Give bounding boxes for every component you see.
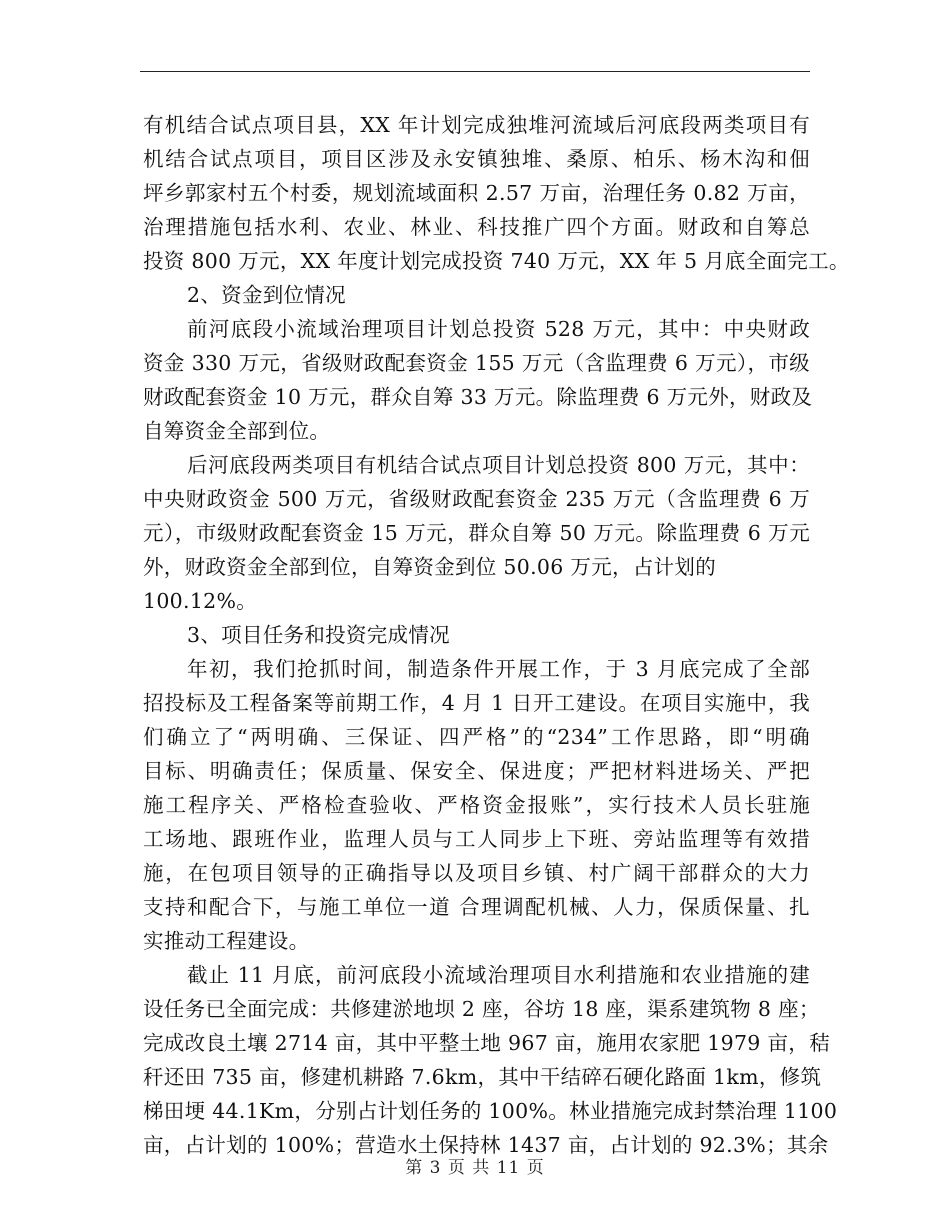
text-line: 后河底段两类项目有机结合试点项目计划总投资 800 万元，其中： bbox=[187, 453, 810, 477]
text-line: 前河底段小流域治理项目计划总投资 528 万元，其中：中央财政 bbox=[187, 317, 810, 341]
text-line: 实推动工程建设。 bbox=[143, 929, 310, 953]
text-line: 亩，占计划的 100%；营造水土保持林 1437 亩，占计划的 92.3%；其余 bbox=[143, 1133, 829, 1157]
text-line: 中央财政资金 500 万元，省级财政配套资金 235 万元（含监理费 6 万 bbox=[143, 487, 810, 511]
text-line: 自筹资金全部到位。 bbox=[143, 419, 331, 443]
text-line: 元），市级财政配套资金 15 万元，群众自筹 50 万元。除监理费 6 万元 bbox=[143, 521, 810, 545]
text-line: 2、资金到位情况 bbox=[187, 283, 346, 307]
text-line: 们确立了“两明确、三保证、四严格”的“234”工作思路，即“明确 bbox=[143, 725, 810, 749]
text-line: 招投标及工程备案等前期工作，4 月 1 日开工建设。在项目实施中，我 bbox=[143, 691, 810, 715]
text-line: 设任务已全面完成：共修建淤地坝 2 座，谷坊 18 座，渠系建筑物 8 座； bbox=[143, 997, 820, 1021]
page-number-footer: 第 3 页 共 11 页 bbox=[405, 1158, 545, 1178]
text-line: 治理措施包括水利、农业、林业、科技推广四个方面。财政和自筹总 bbox=[143, 215, 810, 239]
text-line: 工场地、跟班作业，监理人员与工人同步上下班、旁站监理等有效措 bbox=[143, 827, 810, 851]
text-line: 机结合试点项目，项目区涉及永安镇独堆、桑原、柏乐、杨木沟和佃 bbox=[143, 147, 810, 171]
text-line: 100.12%。 bbox=[143, 589, 258, 613]
text-line: 年初，我们抢抓时间，制造条件开展工作，于 3 月底完成了全部 bbox=[187, 657, 810, 681]
header-rule bbox=[140, 71, 810, 72]
text-line: 坪乡郭家村五个村委，规划流域面积 2.57 万亩，治理任务 0.82 万亩， bbox=[143, 181, 810, 205]
text-line: 3、项目任务和投资完成情况 bbox=[187, 623, 450, 647]
text-line: 有机结合试点项目县，XX 年计划完成独堆河流域后河底段两类项目有 bbox=[143, 113, 810, 137]
text-line: 截止 11 月底，前河底段小流域治理项目水利措施和农业措施的建 bbox=[187, 963, 810, 987]
text-line: 资金 330 万元，省级财政配套资金 155 万元（含监理费 6 万元），市级 bbox=[143, 351, 810, 375]
document-body bbox=[143, 108, 850, 1162]
text-line: 施工程序关、严格检查验收、严格资金报账”，实行技术人员长驻施 bbox=[143, 793, 810, 817]
text-line: 目标、明确责任；保质量、保安全、保进度；严把材料进场关、严把 bbox=[143, 759, 810, 783]
text-line: 施，在包项目领导的正确指导以及项目乡镇、村广阔干部群众的大力 bbox=[143, 861, 810, 885]
text-line: 梯田埂 44.1Km，分别占计划任务的 100%。林业措施完成封禁治理 1100 bbox=[143, 1099, 838, 1123]
text-line: 外，财政资金全部到位，自筹资金到位 50.06 万元，占计划的 bbox=[143, 555, 717, 579]
text-line: 秆还田 735 亩，修建机耕路 7.6km，其中干结碎石硬化路面 1km，修筑 bbox=[143, 1065, 822, 1089]
text-line: 完成改良土壤 2714 亩，其中平整土地 967 亩，施用农家肥 1979 亩，秸 bbox=[143, 1031, 830, 1055]
text-line: 支持和配合下，与施工单位一道 合理调配机械、人力，保质保量、扎 bbox=[143, 895, 810, 919]
text-line: 投资 800 万元，XX 年度计划完成投资 740 万元，XX 年 5 月底全面完工。 bbox=[143, 249, 850, 273]
text-line: 财政配套资金 10 万元，群众自筹 33 万元。除监理费 6 万元外，财政及 bbox=[143, 385, 813, 409]
